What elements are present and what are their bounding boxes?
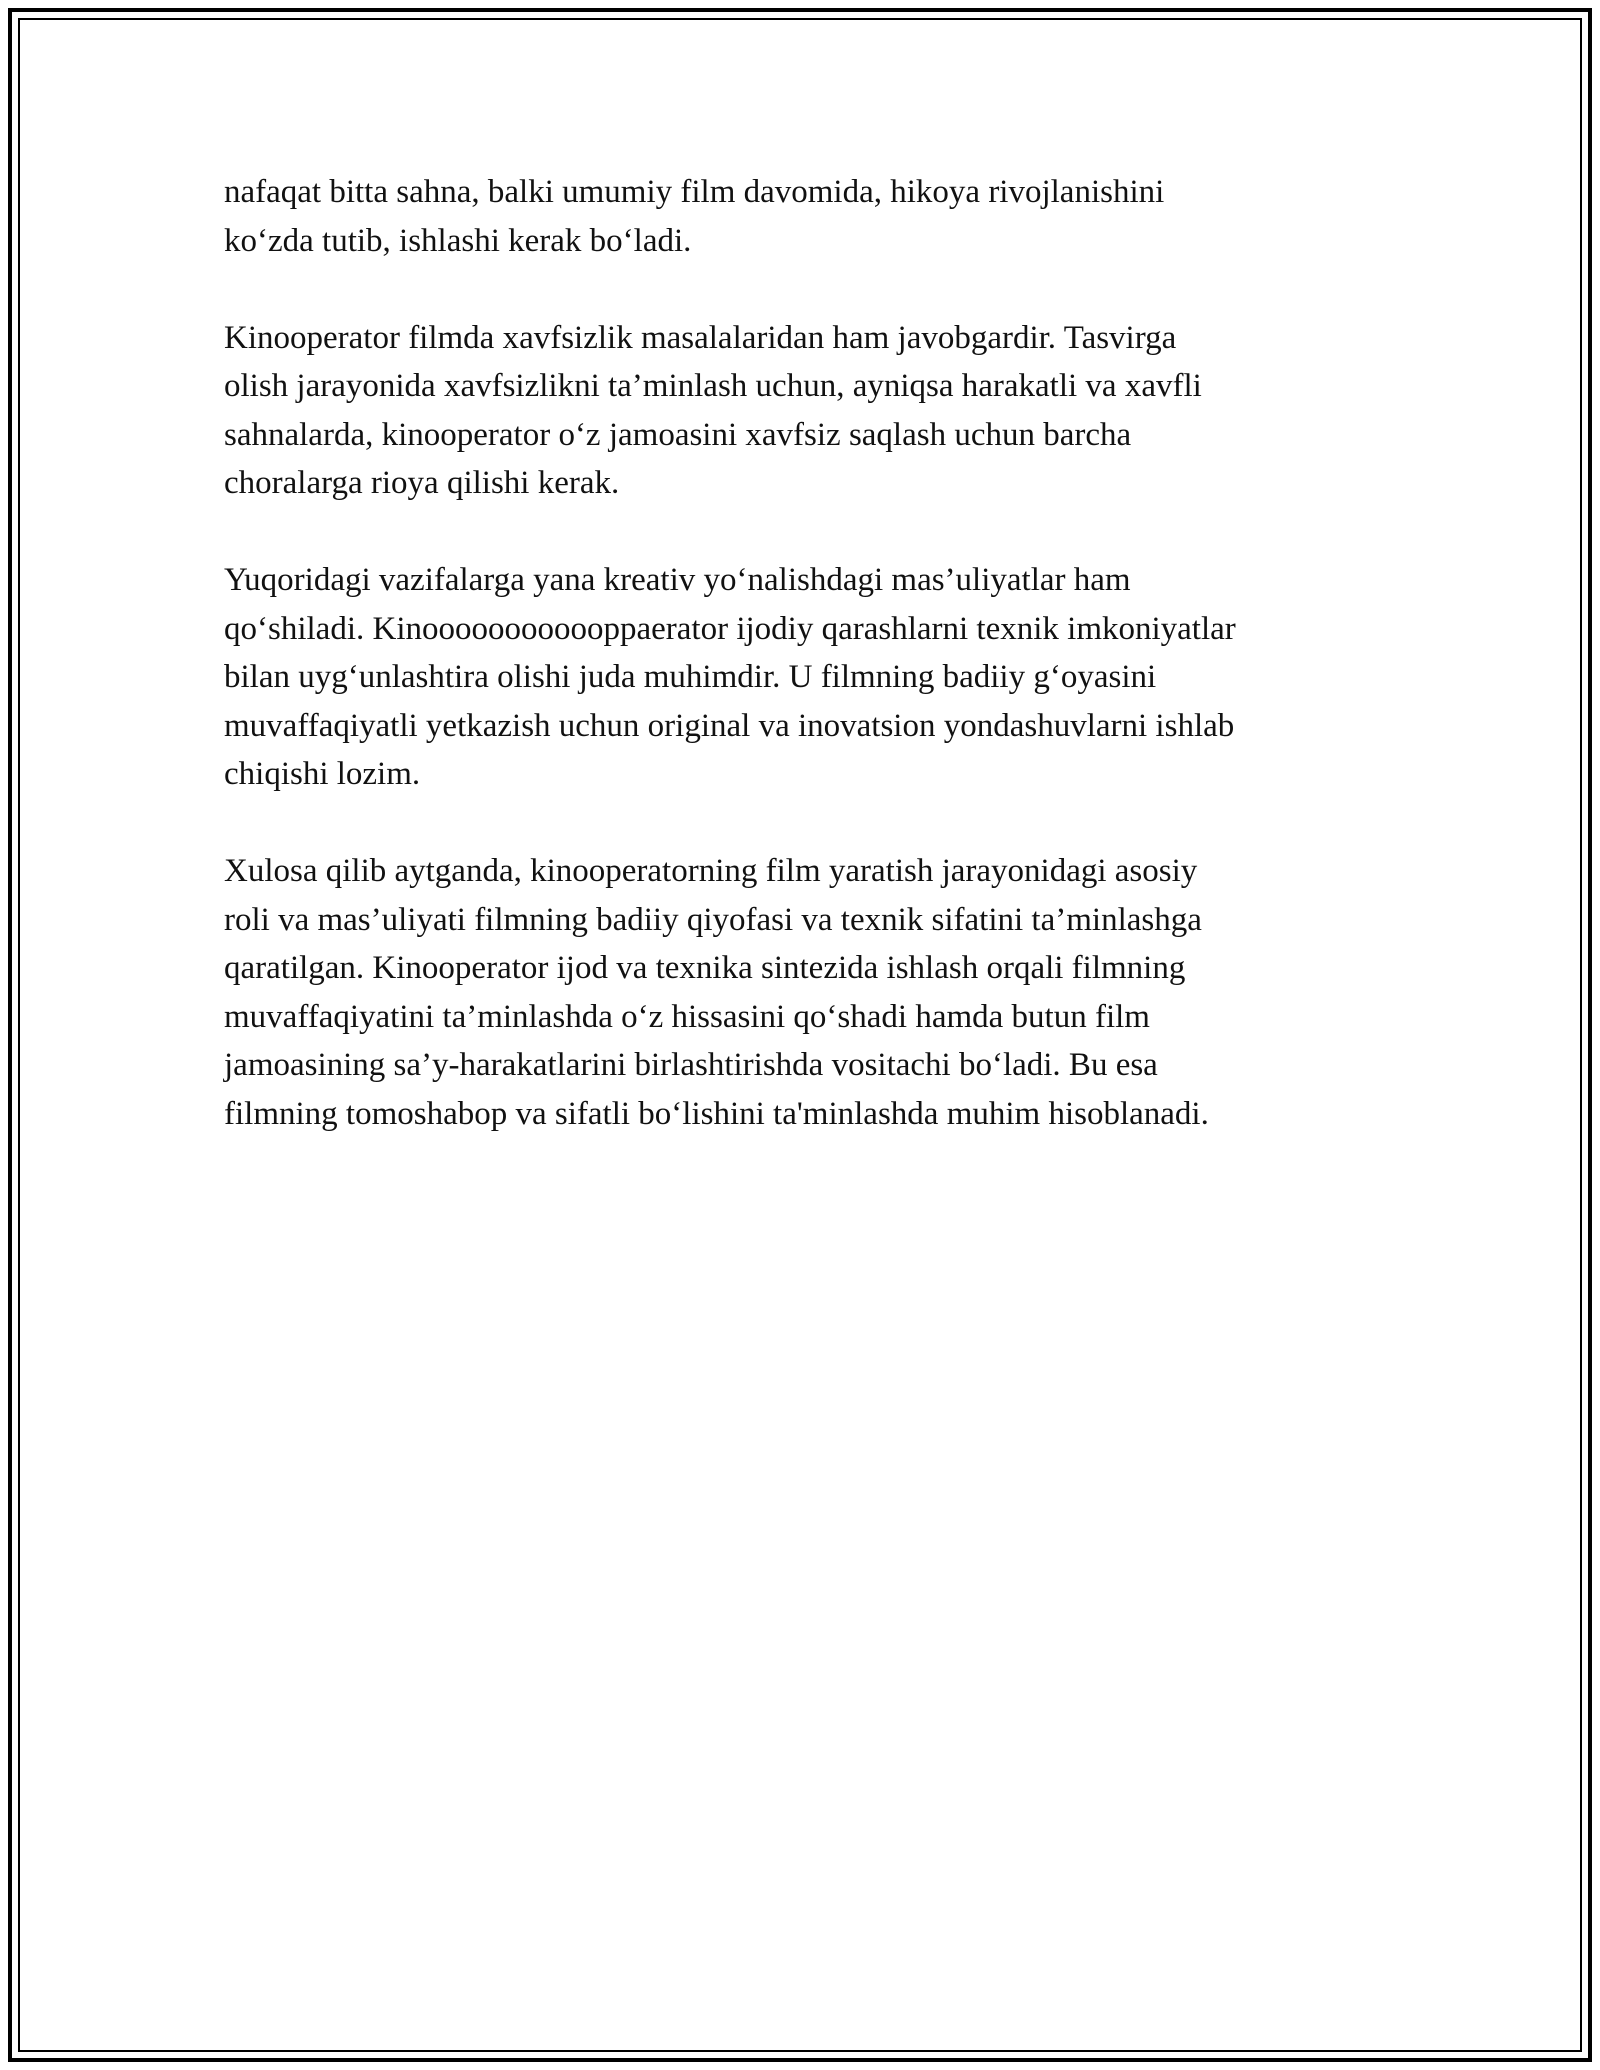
text-line: sahnalarda, kinooperator o‘z jamoasini xavfsiz saqlash uchun barcha bbox=[224, 416, 1132, 453]
text-line: choralarga rioya qilishi kerak. bbox=[224, 465, 620, 501]
text-line: chiqishi lozim. bbox=[224, 756, 421, 792]
paragraph-2 bbox=[224, 314, 1414, 508]
text-line: ko‘zda tutib, ishlashi kerak bo‘ladi. bbox=[224, 222, 692, 259]
text-line: nafaqat bitta sahna, balki umumiy film davomida, hikoya rivojlanishini bbox=[224, 174, 1165, 210]
text-line: Yuqoridagi vazifalarga yana kreativ yo‘nalishdagi mas’uliyatlar ham bbox=[224, 562, 1131, 598]
text-line: qo‘shiladi. Kinoooooooooooppaerator ijodiy qarashlarni texnik imkoniyatlar bbox=[224, 610, 1236, 647]
text-line: roli va mas’uliyati filmning badiiy qiyofasi va texnik sifatini ta’minlashga bbox=[224, 901, 1202, 938]
text-line: jamoasining sa’y-harakatlarini birlashtirishda vositachi bo‘ladi. Bu esa bbox=[224, 1047, 1158, 1083]
document-body bbox=[224, 168, 1414, 1187]
text-line: bilan uyg‘unlashtira olishi juda muhimdir. U filmning badiiy g‘oyasini bbox=[224, 659, 1157, 695]
text-line: olish jarayonida xavfsizlikni ta’minlash uchun, ayniqsa harakatli va xavfli bbox=[224, 368, 1202, 404]
text-line: muvaffaqiyatini ta’minlashda o‘z hissasini qo‘shadi hamda butun film bbox=[224, 998, 1150, 1035]
text-line: muvaffaqiyatli yetkazish uchun original va inovatsion yondashuvlarni ishlab bbox=[224, 707, 1235, 744]
paragraph-4 bbox=[224, 847, 1414, 1138]
paragraph-3 bbox=[224, 556, 1414, 799]
paragraph-1 bbox=[224, 168, 1414, 265]
text-line: Xulosa qilib aytganda, kinooperatorning film yaratish jarayonidagi asosiy bbox=[224, 853, 1198, 889]
text-line: filmning tomoshabop va sifatli bo‘lishini ta'minlashda muhim hisoblanadi. bbox=[224, 1095, 1209, 1132]
text-line: qaratilgan. Kinooperator ijod va texnika sintezida ishlash orqali filmning bbox=[224, 950, 1186, 986]
text-line: Kinooperator filmda xavfsizlik masalalaridan ham javobgardir. Tasvirga bbox=[224, 319, 1177, 356]
